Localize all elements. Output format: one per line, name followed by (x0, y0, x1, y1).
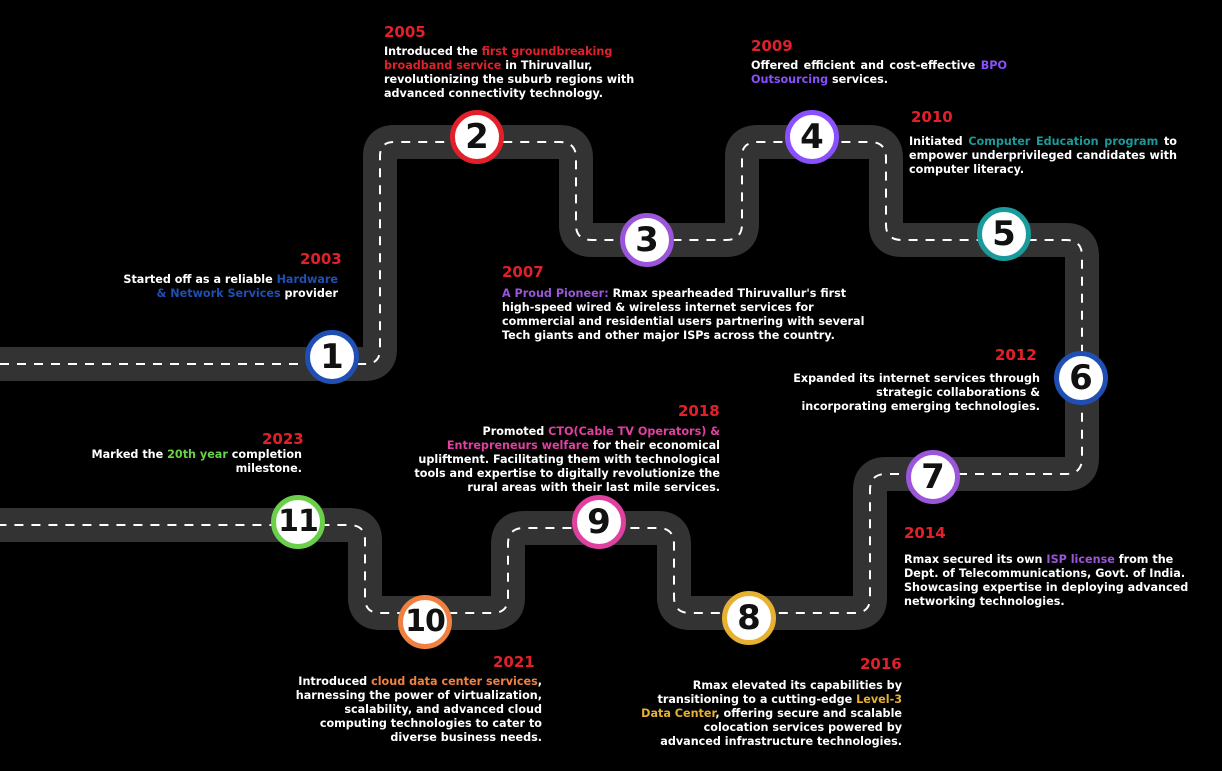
milestone-9-marker: 9 (572, 495, 626, 549)
milestone-9-description: Promoted CTO(Cable TV Operators) & Entrepreneurs welfare for their economical upliftment. Facilitating them with technological tools and expertise to digitally revolutionize the rural areas with their last mile services. (414, 425, 720, 494)
milestone-1-marker: 1 (305, 330, 359, 384)
milestone-5-year: 2010 (911, 108, 953, 126)
milestone-3-description: A Proud Pioneer: Rmax spearheaded Thiruvallur's first high-speed wired & wireless internet services for commercial and residential users partnering with several Tech giants and other major ISPs across the country. (502, 287, 865, 342)
milestone-7-year: 2014 (904, 524, 946, 542)
milestone-4-marker: 4 (785, 110, 839, 164)
milestone-6-year: 2012 (995, 346, 1037, 364)
milestone-2-description: Introduced the first groundbreaking broadband service in Thiruvallur, revolutionizing the suburb regions with advanced connectivity technology. (384, 45, 635, 100)
milestone-2-marker: 2 (450, 110, 504, 164)
milestone-7-description: Rmax secured its own ISP license from the Dept. of Telecommunications, Govt. of India. Showcasing expertise in deploying advanced networking technologies. (904, 553, 1189, 608)
milestone-4-description: Offered efficient and cost-effective BPO Outsourcing services. (751, 59, 1007, 86)
milestone-1-description: Started off as a reliable Hardware & Network Services provider (123, 273, 338, 300)
milestone-3-year: 2007 (502, 263, 544, 281)
milestone-11-marker: 11 (271, 495, 325, 549)
milestone-4-year: 2009 (751, 37, 793, 55)
milestone-5-marker: 5 (977, 207, 1031, 261)
milestone-8-description: Rmax elevated its capabilities by transitioning to a cutting-edge Level-3 Data Center, offering secure and scalable colocation services powered by advanced infrastructure technologies. (641, 679, 902, 748)
milestone-11-description: Marked the 20th year completion milestone. (91, 448, 302, 475)
milestone-6-description: Expanded its internet services through strategic collaborations & incorporating emerging technologies. (793, 372, 1040, 413)
milestone-8-marker: 8 (722, 591, 776, 645)
milestone-10-marker: 10 (398, 595, 452, 649)
milestone-10-year: 2021 (493, 653, 535, 671)
milestone-1-year: 2003 (300, 250, 342, 268)
milestone-5-description: Initiated Computer Education program to empower underprivileged candidates with computer literacy. (909, 135, 1177, 176)
milestone-7-marker: 7 (906, 450, 960, 504)
milestone-10-description: Introduced cloud data center services, harnessing the power of virtualization, scalability, and advanced cloud computing technologies to cater to diverse business needs. (295, 675, 542, 744)
milestone-8-year: 2016 (860, 655, 902, 673)
milestone-11-year: 2023 (262, 430, 304, 448)
milestone-9-year: 2018 (678, 402, 720, 420)
milestone-2-year: 2005 (384, 23, 426, 41)
milestone-3-marker: 3 (620, 213, 674, 267)
milestone-6-marker: 6 (1054, 351, 1108, 405)
